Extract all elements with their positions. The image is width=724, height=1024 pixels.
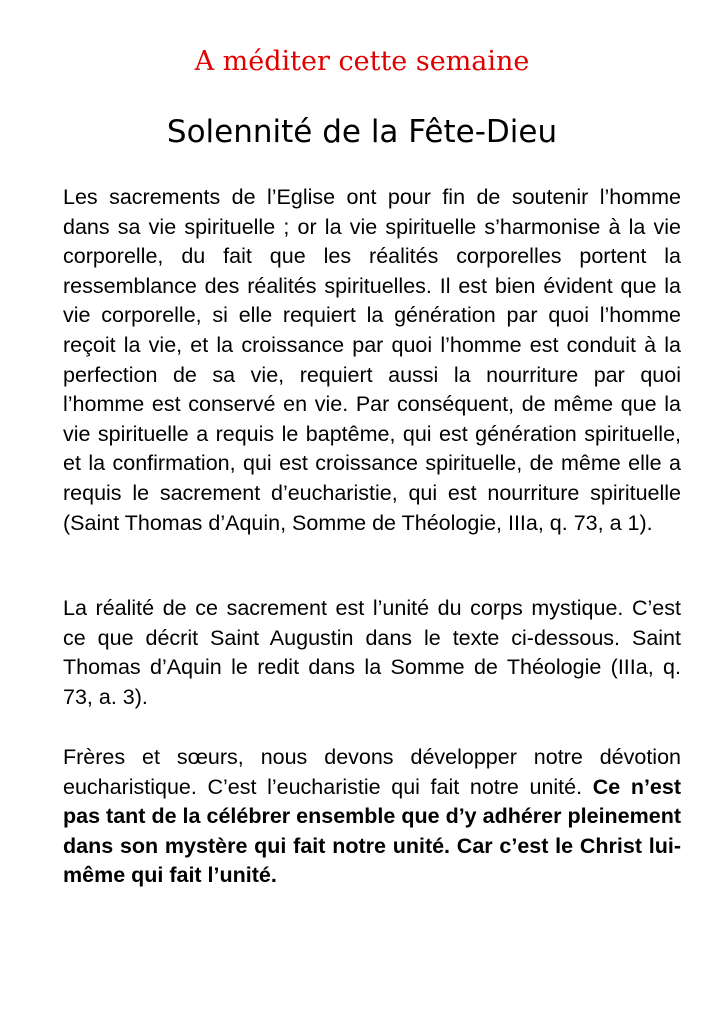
section-kicker: A méditer cette semaine bbox=[194, 46, 530, 77]
paragraph-3 bbox=[63, 743, 681, 891]
paragraph-2-text: La réalité de ce sacrement est l’unité du corps mystique. C’est ce que décrit Saint Augustin dans le texte ci-dessous. Saint Thomas d’Aquin le redit dans la Somme de Théologie (IIIa, q. 73, a. 3). bbox=[63, 596, 681, 709]
paragraph-3-bold-text: Ce n’est pas tant de la célébrer ensemble que d’y adhérer pleinement dans son mystère qui fait notre unité. Car c’est le Christ lui-même qui fait l’unité. bbox=[63, 774, 682, 888]
paragraph-2 bbox=[63, 594, 681, 712]
paragraph-1 bbox=[63, 183, 681, 538]
paragraph-1-text: Les sacrements de l’Eglise ont pour fin de soutenir l’homme dans sa vie spirituelle ; or la vie spirituelle s’harmonise à la vie corporelle, du fait que les réalités corporelles portent la ressemblance des réalités spirituelles. Il est bien évident que la vie corporelle, si elle requiert la génération par quoi l’homme reçoit la vie, et la croissance par quoi l’homme est conduit à la perfection de sa vie, requiert aussi la nourriture par quoi l’homme est conservé en vie. Par conséquent, de même que la vie spirituelle a requis le baptême, qui est génération spirituelle, et la confirmation, qui est croissance spirituelle, de même elle a requis le sacrement d’eucharistie, qui est nourriture spirituelle (Saint Thomas d’Aquin, Somme de Théologie, IIIa, q. 73, a 1). bbox=[63, 185, 681, 535]
page-title: Solennité de la Fête-Dieu bbox=[166, 114, 558, 150]
paragraph-3-text: Frères et sœurs, nous devons développer notre dévotion eucharistique. C’est l’eucharistie qui fait notre unité. bbox=[63, 745, 681, 799]
